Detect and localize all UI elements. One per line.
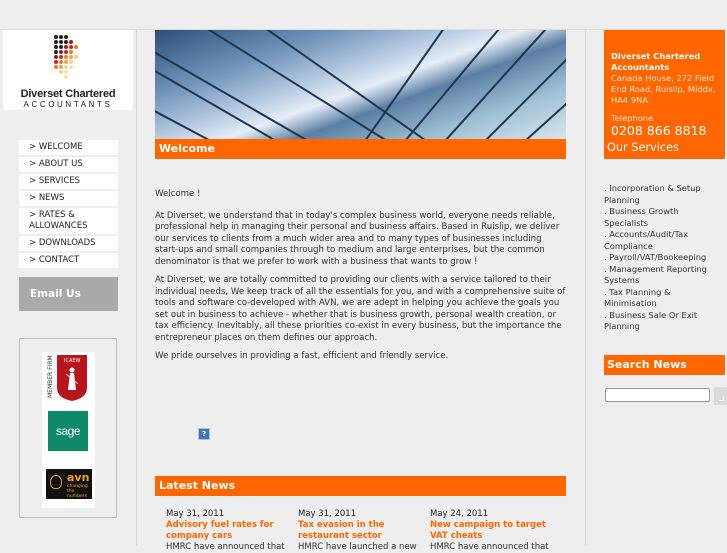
lightbulb-icon — [50, 475, 62, 489]
service-item[interactable]: . Tax Planning & Minimisation — [604, 286, 671, 308]
news-date: May 31, 2011 — [298, 509, 357, 519]
service-item[interactable]: . Management Reporting Systems — [604, 263, 707, 285]
search-news-header: Search News — [604, 355, 725, 375]
badges-panel — [42, 352, 95, 508]
nav-item-services[interactable]: > SERVICES — [19, 174, 118, 189]
nav-item-news[interactable]: > NEWS — [19, 191, 118, 206]
latest-news-header: Latest News — [155, 476, 566, 496]
welcome-paragraph: We pride ourselves in providing a fast, efficient and friendly service. — [155, 351, 449, 362]
welcome-section-header: Welcome — [155, 139, 566, 159]
news-title-link[interactable]: Tax evasion in the restaurant sector — [298, 520, 385, 541]
right-column-divider — [585, 30, 586, 545]
logo-dots-icon — [54, 35, 84, 80]
svg-text:ICAEW: ICAEW — [64, 358, 81, 364]
news-title-link[interactable]: New campaign to target VAT cheats — [430, 520, 546, 541]
nav-item-downloads[interactable]: > DOWNLOADS — [19, 236, 118, 251]
nav-item-welcome[interactable]: > WELCOME — [19, 140, 118, 155]
service-item[interactable]: . Business Growth Specialists — [604, 206, 679, 228]
service-item[interactable]: . Business Sale Or Exit Planning — [604, 309, 698, 331]
company-name: Diverset Chartered Accountants — [611, 51, 701, 72]
news-summary: HMRC have announced that — [430, 542, 549, 552]
search-news-input[interactable] — [605, 388, 710, 402]
left-column-divider — [136, 30, 137, 545]
company-address: Canada House, 272 Field End Road, Ruislip, Middx, HA4 9NA — [611, 73, 716, 105]
hero-banner-image — [155, 30, 566, 139]
nav-item-about-us[interactable]: > ABOUT US — [19, 157, 118, 172]
main-navigation — [19, 140, 118, 270]
help-icon[interactable]: ? — [198, 428, 210, 440]
welcome-content — [155, 189, 567, 369]
news-date: May 31, 2011 — [166, 509, 225, 519]
service-item[interactable]: . Incorporation & Setup Planning — [604, 183, 701, 205]
our-services-header: Our Services — [607, 141, 679, 154]
service-item[interactable]: . Payroll/VAT/Bookeeping — [604, 252, 707, 262]
news-summary: HMRC have announced that — [166, 542, 285, 552]
logo[interactable] — [3, 30, 133, 110]
news-item — [298, 509, 418, 553]
service-item[interactable]: . Accounts/Audit/Tax Compliance — [604, 229, 689, 251]
welcome-paragraph: At Diverset, we understand that in today's complex business world, everyone needs reliable, professional help in managing their personal and business affairs. Based in Ruislip, we deliver our services to clients from a much wider area and to many types of businesses including start-ups and small companies through to medium and large enterprises, but the common denominator is that we prefer to work with a business that wants to grow ! — [155, 210, 560, 267]
news-item — [430, 509, 550, 553]
arrow-icon — [719, 396, 724, 401]
search-submit-button[interactable] — [714, 387, 727, 405]
telephone-number[interactable]: 0208 866 8818 — [611, 123, 707, 138]
welcome-paragraph: At Diverset, we are totally committed to providing our clients with a service tailored to their individual needs, We keep track of all the essentials for you, and with a comprehensive suite of tools and software co-developed with AVN, we are adept in helping you achieve the goals you set out in business to achieve - whether that is business growth, personal wealth creation, or tax efficiency. Inevitably, all these priorities co-exist in every business, but the importance the entrepreneur places on them defines our approach. — [155, 275, 566, 344]
contact-box — [604, 30, 725, 159]
icaew-member-firm-icon[interactable] — [44, 354, 90, 402]
services-list — [604, 183, 724, 333]
nav-item-contact[interactable]: > CONTACT — [19, 253, 118, 268]
telephone-label: Telephone — [611, 113, 654, 123]
nav-item-rates-allowances[interactable]: > RATES & ALLOWANCES — [19, 208, 118, 234]
logo-subtitle: ACCOUNTANTS — [23, 100, 113, 109]
logo-name: Diverset Chartered — [20, 88, 116, 100]
avn-logo[interactable]: avn changing the numbers — [46, 469, 92, 499]
welcome-greeting: Welcome ! — [155, 189, 201, 199]
email-us-button[interactable]: Email Us — [19, 277, 118, 311]
news-item — [166, 509, 286, 553]
svg-text:MEMBER FIRM: MEMBER FIRM — [47, 355, 54, 398]
sage-logo[interactable]: sage — [48, 411, 88, 451]
accreditation-badges — [19, 338, 117, 518]
news-date: May 24, 2011 — [430, 509, 489, 519]
news-title-link[interactable]: Advisory fuel rates for company cars — [166, 520, 274, 541]
news-summary: HMRC have launched a new — [298, 542, 417, 552]
